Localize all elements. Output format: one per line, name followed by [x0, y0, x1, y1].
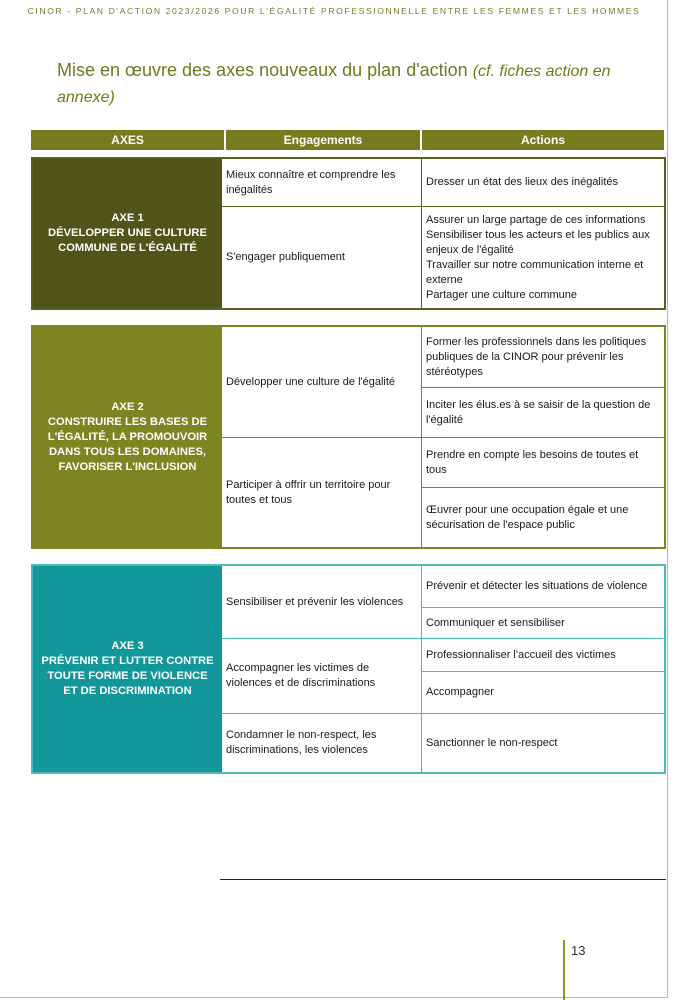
engagement-cell: Sensibiliser et prévenir les violences: [222, 566, 422, 639]
engagement-cell: S'engager publiquement: [222, 207, 422, 308]
engagement-cell: Accompagner les victimes de violences et de discriminations: [222, 639, 422, 714]
axis-cell-1: [33, 159, 222, 308]
action-cell: Prévenir et détecter les situations de violence: [422, 566, 664, 608]
action-cell: Prendre en compte les besoins de toutes et tous: [422, 438, 664, 488]
axis-label-3: AXE 3: [111, 640, 144, 652]
table-header: [31, 130, 664, 150]
action-cell: Sanctionner le non-respect: [426, 736, 558, 749]
axis-label-2: AXE 2: [111, 400, 144, 413]
page-number-bar: [563, 940, 565, 1000]
engagement-cell: Participer à offrir un territoire pour toutes et tous: [222, 438, 422, 547]
action-cell: Former les professionnels dans les politiques publiques de la CINOR pour prévenir les stéréotypes: [422, 327, 664, 388]
section-title-aside: (cf. fiches action en annexe): [57, 63, 611, 106]
action-cell: Dresser un état des lieux des inégalités: [422, 159, 664, 207]
axis-title-3: PRÉVENIR ET LUTTER CONTRE TOUTE FORME DE VIOLENCE ET DE DISCRIMINATION: [41, 655, 214, 697]
axis-cell-2: [33, 327, 222, 547]
action-cell: Professionnaliser l'accueil des victimes: [422, 639, 664, 672]
action-cell: Œuvrer pour une occupation égale et une sécurisation de l'espace public: [426, 503, 629, 531]
action-line: Sensibiliser tous les acteurs et les publics aux enjeux de l'égalité: [426, 229, 650, 256]
axis-label-1: AXE 1: [111, 212, 144, 224]
section-title: [57, 58, 617, 110]
header-actions: Actions: [420, 130, 664, 150]
action-cell: [422, 207, 664, 308]
action-cell: Communiquer et sensibiliser: [422, 608, 664, 639]
page-number: 13: [571, 943, 586, 958]
engagement-cell: Développer une culture de l'égalité: [222, 327, 422, 438]
action-line: Travailler sur notre communication interne et externe: [426, 259, 644, 286]
action-cell: Inciter les élus.es à se saisir de la question de l'égalité: [422, 388, 664, 438]
header-engagements: Engagements: [224, 130, 420, 150]
running-header: CINOR - PLAN D'ACTION 2023/2026 POUR L'ÉGALITÉ PROFESSIONNELLE ENTRE LES FEMMES ET LES HOMMES: [27, 6, 641, 16]
header-axes: AXES: [31, 130, 224, 150]
axis-block-2: [31, 325, 666, 549]
action-line: Partager une culture commune: [426, 289, 578, 301]
axis-title-1: DÉVELOPPER UNE CULTURE COMMUNE DE L'ÉGALITÉ: [48, 227, 207, 254]
axis-grid-3: [222, 566, 664, 772]
axis-block-1: [31, 157, 666, 310]
action-cell: Accompagner: [422, 672, 664, 714]
axis-block-3: [31, 564, 666, 774]
axis-grid-2: [222, 327, 664, 547]
axis-cell-3: [33, 566, 222, 772]
action-line: Assurer un large partage de ces informations: [426, 214, 646, 226]
section-title-main: Mise en œuvre des axes nouveaux du plan d'action: [57, 60, 468, 80]
engagement-cell: Mieux connaître et comprendre les inégalités: [222, 159, 422, 207]
axis-grid-1: [222, 159, 664, 308]
axis-title-2: CONSTRUIRE LES BASES DE L'ÉGALITÉ, LA PROMOUVOIR DANS TOUS LES DOMAINES, FAVORISER L'INCLUSION: [47, 415, 208, 473]
engagement-cell: Condamner le non-respect, les discriminations, les violences: [222, 714, 422, 772]
footer-rule: [220, 879, 666, 880]
